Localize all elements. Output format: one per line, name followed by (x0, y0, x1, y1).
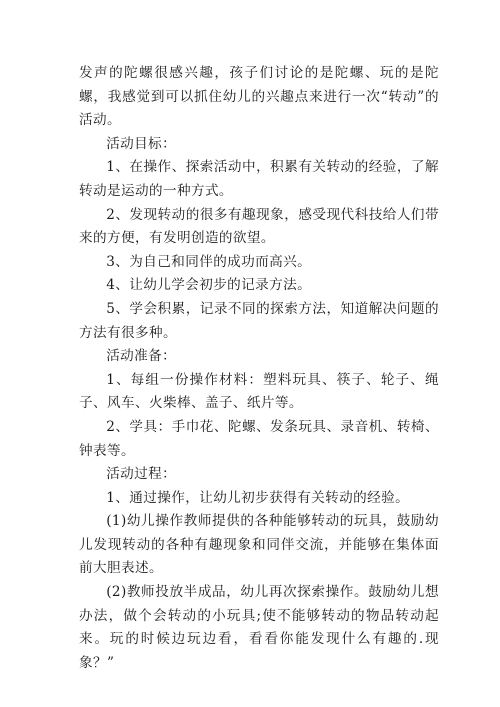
heading-activity-preparation: 活动准备： (106, 348, 177, 365)
goal-item-2: 2、发现转动的很多有趣现象，感受现代科技给人们带来的方便，有发明创造的欲望。 (79, 206, 439, 247)
heading-activity-goals: 活动目标： (106, 135, 177, 152)
process-substep-2: (2)教师投放半成品，幼儿再次探索操作。鼓励幼儿想办法，做个会转动的小玩具;使不能够转动的物品转动起来。玩的时候边玩边看，看看你能发现什么有趣的.现象？” (79, 584, 439, 671)
document-body (79, 62, 439, 675)
heading-activity-process: 活动过程： (106, 466, 177, 483)
preparation-item-2: 2、学具：手巾花、陀螺、发条玩具、录音机、转椅、钟表等。 (79, 418, 439, 459)
goal-item-5: 5、学会积累，记录不同的探索方法，知道解决问题的方法有很多种。 (79, 300, 439, 341)
process-step-1: 1、通过操作，让幼儿初步获得有关转动的经验。 (106, 489, 410, 506)
goal-item-3: 3、为自己和同伴的成功而高兴。 (106, 253, 312, 270)
preparation-item-1: 1、每组一份操作材料：塑料玩具、筷子、轮子、绳子、风车、火柴棒、盖子、纸片等。 (79, 371, 439, 412)
goal-item-1: 1、在操作、探索活动中，积累有关转动的经验，了解转动是运动的一种方式。 (79, 159, 439, 199)
paragraph-intro: 发声的陀螺很感兴趣，孩子们讨论的是陀螺、玩的是陀螺，我感觉到可以抓住幼儿的兴趣点来进行一次“转动”的活动。 (79, 65, 439, 129)
process-substep-1: (1)幼儿操作教师提供的各种能够转动的玩具，鼓励幼儿发现转动的各种有趣现象和同伴交流，并能够在集体面前大胆表述。 (79, 513, 439, 577)
goal-item-4: 4、让幼儿学会初步的记录方法。 (106, 277, 312, 294)
